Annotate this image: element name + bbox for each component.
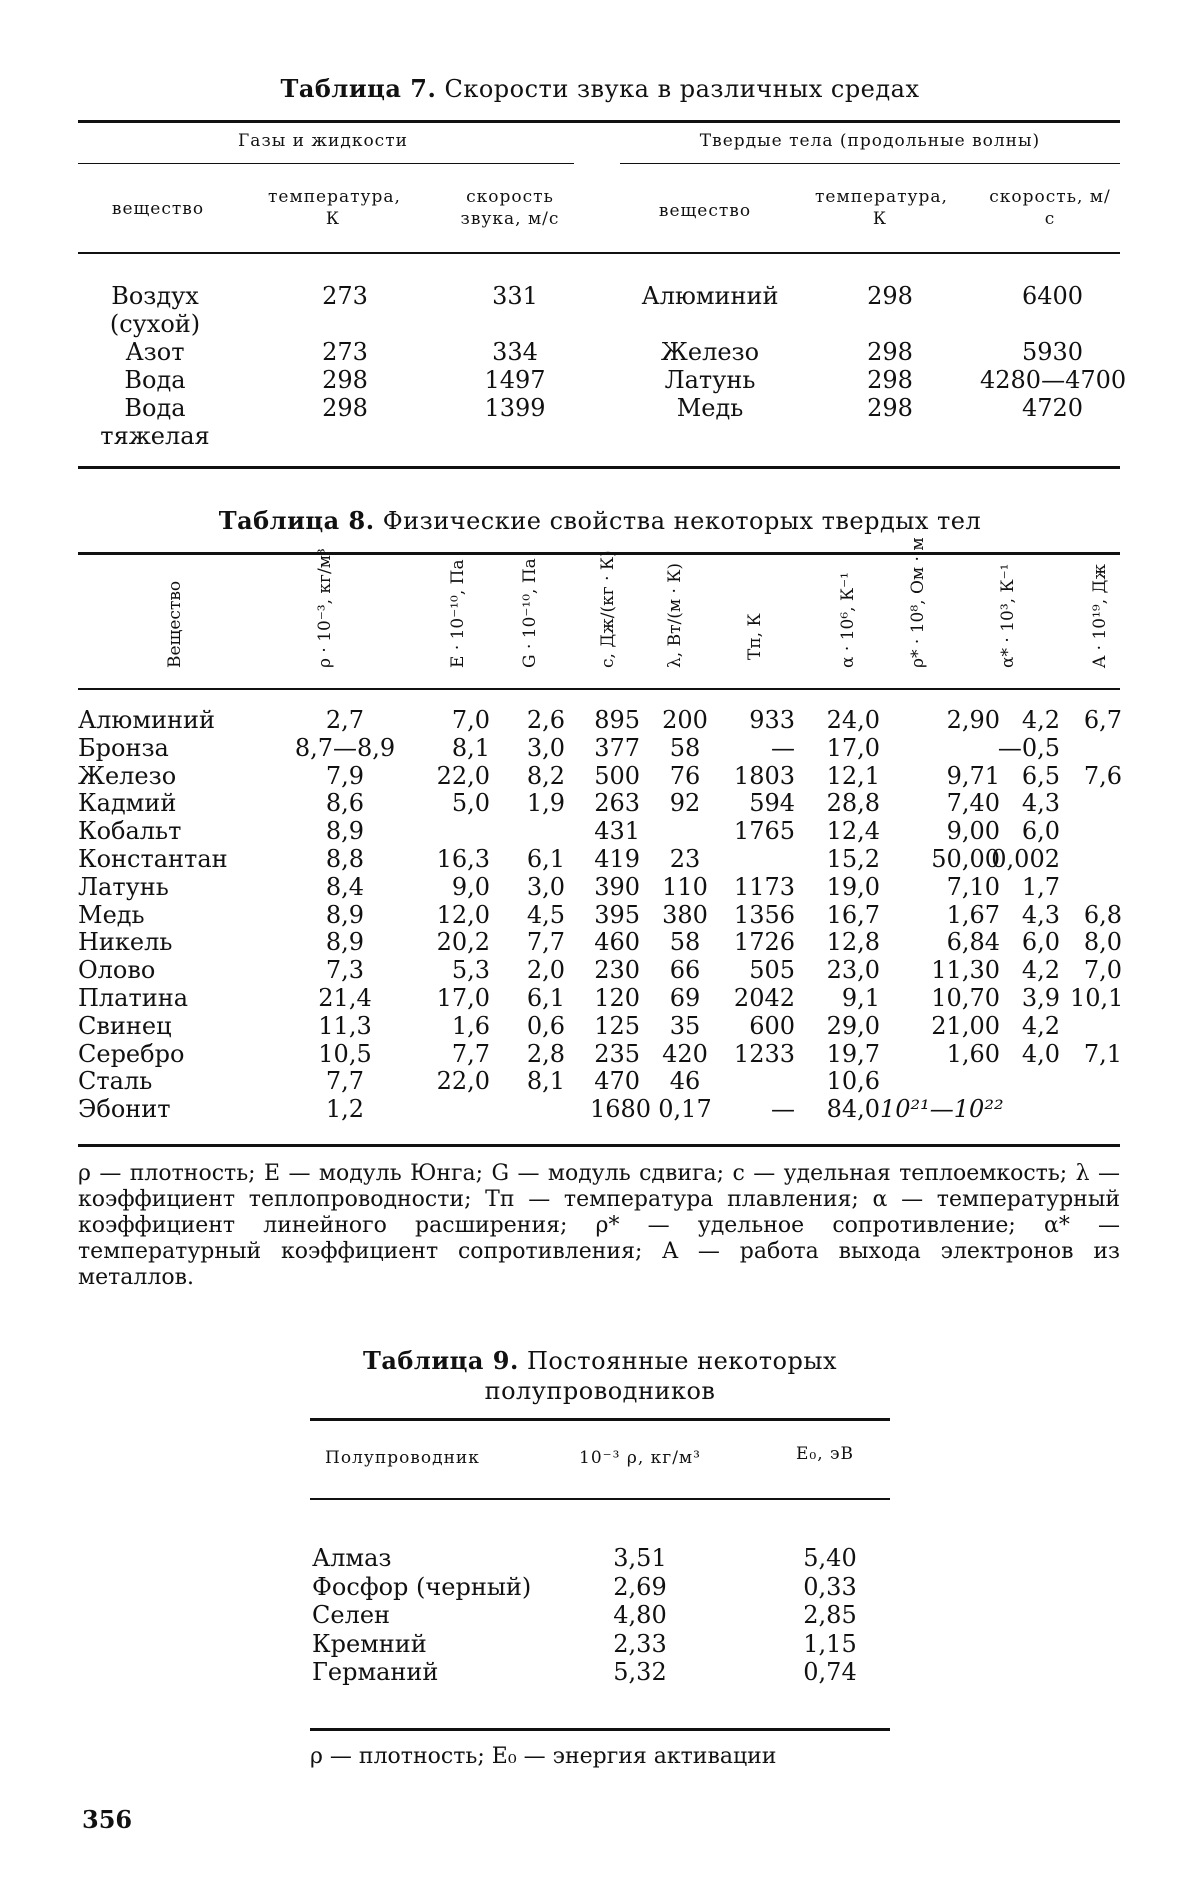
table8-cell-resistivity: 10,70 [931, 984, 1000, 1012]
table8-cell-young-modulus: 22,0 [436, 1067, 490, 1096]
table8-cell-resistivity: 21,00 [931, 1011, 1000, 1040]
table8-header-cell: Tп, К [745, 613, 765, 660]
table8-cell-expansion-coef: 9,1 [841, 984, 880, 1012]
table9-cell-density: 4,80 [613, 1601, 667, 1629]
table8-cell-resistance-coef: 4,0 [1021, 1039, 1060, 1068]
table8-cell-substance: Кадмий [78, 789, 177, 818]
table7-right-name: Алюминий [641, 282, 779, 310]
table8-cell-expansion-coef: 10,6 [826, 1067, 880, 1096]
table9-title-line1: Постоянные некоторых [526, 1347, 837, 1375]
table8-cell-conductivity: 110 [662, 872, 708, 901]
table8-cell-conductivity: 69 [669, 984, 701, 1012]
table8-header-cell: ρ · 10⁻³, кг/м³ [315, 548, 335, 668]
table8-cell-density: 8,8 [325, 845, 365, 873]
table8-cell-young-modulus: 22,0 [436, 761, 490, 790]
table8-cell-resistance-coef: —0,5 [997, 733, 1060, 762]
table7-group-right: Твердые тела (продольные волны) [699, 131, 1041, 151]
table8-cell-resistivity: 6,84 [946, 928, 1000, 957]
table8-cell-density: 1,2 [325, 1095, 365, 1124]
table9-cell-name: Германий [312, 1658, 439, 1686]
table9-cell-name: Фосфор (черный) [312, 1572, 532, 1601]
table8-cell-young-modulus: 7,0 [451, 706, 490, 734]
table7-col-substance-left: вещество [111, 199, 205, 219]
table8-cell-expansion-coef: 15,2 [826, 845, 880, 873]
table8-cell-conductivity: 35 [669, 1011, 701, 1040]
table8-cell-melting-point: 1173 [733, 872, 795, 901]
table8-cell-young-modulus: 8,1 [451, 733, 490, 762]
table8-cell-resistivity: 1,60 [946, 1039, 1000, 1068]
table8-cell-resistivity: 9,00 [946, 817, 1000, 846]
table8-cell-conductivity: 46 [669, 1067, 701, 1096]
table9-cell-energy: 0,74 [803, 1658, 857, 1686]
table7-right-speed: 6400 [1021, 282, 1084, 310]
table7-col-temp-left: температура, К [268, 187, 401, 229]
table8-bottom-rule [78, 1144, 1120, 1147]
table8-cell-conductivity: 23 [669, 845, 701, 873]
table8-cell-density: 8,7—8,9 [294, 733, 396, 762]
table7-group-rule-left [78, 163, 574, 164]
table8-cell-shear-modulus: 8,2 [526, 761, 565, 790]
table8-cell-expansion-coef: 23,0 [826, 956, 880, 985]
table8-header-cell: ρ* · 10⁸, Ом · м [908, 537, 928, 668]
table9-title-label: Таблица 9. [363, 1346, 519, 1375]
table8-cell-density: 10,5 [318, 1039, 372, 1068]
table9-bottom-rule [310, 1728, 890, 1731]
table7-col-speed-right: скорость, м/с [989, 187, 1111, 229]
table8-cell-heat-capacity: 460 [594, 928, 640, 957]
table8-cell-resistance-coef: 4,3 [1021, 789, 1060, 818]
table7-title-text: Скорости звука в различных средах [444, 75, 920, 103]
table8-cell-young-modulus: 12,0 [436, 900, 490, 929]
table8-cell-density: 7,3 [325, 956, 365, 985]
table8-cell-work-function: 6,8 [1083, 900, 1122, 929]
table8-cell-conductivity: 0,17 [658, 1095, 712, 1124]
table8-cell-resistivity: 1,67 [946, 900, 1000, 929]
table7-left-temp: 298 [322, 366, 368, 394]
table8-cell-heat-capacity: 120 [594, 984, 640, 1012]
table8-cell-resistivity: 2,90 [946, 706, 1000, 734]
table8-cell-density: 7,7 [325, 1067, 365, 1096]
table9-note: ρ — плотность; E₀ — энергия активации [310, 1744, 777, 1769]
table8-cell-density: 8,9 [325, 817, 365, 846]
table7-right-name: Железо [660, 338, 760, 366]
table8-cell-substance: Кобальт [78, 817, 182, 846]
table8-cell-melting-point: 1765 [733, 817, 795, 846]
table8-cell-melting-point: — [771, 1095, 795, 1124]
table8-cell-heat-capacity: 895 [594, 706, 640, 734]
table7-col-speed-left: скорость звука, м/с [460, 187, 560, 229]
table8-cell-conductivity: 58 [669, 928, 701, 957]
table8-cell-heat-capacity: 377 [594, 733, 640, 762]
table9-cell-energy: 1,15 [803, 1629, 857, 1658]
table8-cell-shear-modulus: 8,1 [526, 1067, 565, 1096]
table8-cell-substance: Эбонит [78, 1095, 171, 1124]
table8-cell-shear-modulus: 6,1 [526, 845, 565, 873]
table8-cell-substance: Никель [78, 928, 173, 957]
table8-cell-substance: Бронза [78, 733, 169, 762]
table8-header-rule [78, 688, 1120, 690]
table8-cell-heat-capacity: 230 [594, 956, 640, 985]
table8-cell-shear-modulus: 4,5 [526, 900, 565, 929]
table8-title [0, 506, 1200, 535]
table8-cell-shear-modulus: 6,1 [526, 984, 565, 1012]
table9-header-rule [310, 1498, 890, 1500]
table8-cell-young-modulus: 9,0 [451, 872, 490, 901]
table8-cell-melting-point: 1356 [733, 900, 795, 929]
table8-cell-resistivity: 11,30 [931, 956, 1000, 985]
table8-header-cell: α · 10⁶, К⁻¹ [838, 572, 858, 668]
table8-cell-heat-capacity: 395 [594, 900, 640, 929]
table8-cell-melting-point: 600 [749, 1011, 795, 1040]
table8-cell-resistance-coef: 4,2 [1021, 706, 1060, 734]
table8-cell-substance: Алюминий [78, 706, 215, 734]
table8-header-cell: Вещество [165, 580, 185, 668]
table7-right-temp: 298 [867, 394, 913, 422]
table7-left-speed: 1399 [484, 394, 546, 422]
table8-cell-melting-point: 933 [749, 706, 795, 734]
table8-title-label: Таблица 8. [218, 506, 375, 535]
table9-cell-density: 3,51 [613, 1544, 667, 1572]
table8-header-cell: λ, Вт/(м · К) [665, 562, 685, 668]
table8-cell-melting-point: — [771, 733, 795, 762]
table8-cell-resistance-coef: 6,0 [1021, 817, 1060, 846]
table8-cell-substance: Платина [78, 984, 189, 1012]
table8-cell-shear-modulus: 3,0 [526, 872, 565, 901]
table8-cell-shear-modulus: 3,0 [526, 733, 565, 762]
table9-top-rule [310, 1418, 890, 1421]
table8-cell-melting-point: 2042 [733, 984, 795, 1012]
table8-cell-resistance-coef: 4,2 [1021, 956, 1060, 985]
table8-cell-conductivity: 66 [669, 956, 701, 985]
table8-cell-melting-point: 505 [749, 956, 795, 985]
table8-header-cell: α* · 10³, К⁻¹ [998, 563, 1018, 668]
table7-group-left: Газы и жидкости [238, 131, 408, 151]
table8-cell-melting-point: 1233 [733, 1039, 795, 1068]
table8-cell-substance: Серебро [78, 1039, 185, 1068]
table7-col-temp-right: температура, К [815, 187, 948, 229]
table8-cell-conductivity: 92 [669, 789, 701, 818]
table7-header-rule [78, 252, 1120, 254]
table8-cell-resistance-coef: 0,002 [991, 845, 1060, 873]
table8-cell-young-modulus: 16,3 [436, 845, 490, 873]
table8-cell-work-function: 7,0 [1083, 956, 1122, 985]
table9-col-name: Полупроводник [325, 1448, 480, 1468]
table8-cell-heat-capacity: 125 [594, 1011, 640, 1040]
table7-right-speed: 4280—4700 [980, 366, 1127, 394]
table8-cell-resistivity: 7,10 [946, 872, 1000, 901]
table8-cell-conductivity: 200 [662, 706, 708, 734]
table7-left-name: Азот [125, 338, 185, 366]
table9-title-line2: полупроводников [484, 1377, 716, 1405]
table8-cell-substance: Олово [78, 956, 156, 985]
table8-cell-expansion-coef: 19,0 [826, 872, 880, 901]
table8-cell-resistance-coef: 4,2 [1021, 1011, 1060, 1040]
table8-cell-resistance-coef: 6,5 [1021, 761, 1060, 790]
table9-cell-density: 2,33 [613, 1629, 667, 1658]
table8-cell-density: 8,4 [325, 872, 365, 901]
table8-cell-expansion-coef: 17,0 [826, 733, 880, 762]
table8-cell-shear-modulus: 7,7 [526, 928, 565, 957]
table8-cell-melting-point: 594 [749, 789, 795, 818]
table7-group-rule-right [620, 163, 1120, 164]
table8-cell-resistance-coef: 6,0 [1021, 928, 1060, 957]
table9-cell-name: Кремний [312, 1629, 427, 1658]
table8-cell-density: 7,9 [325, 761, 365, 790]
table9-cell-energy: 0,33 [803, 1572, 857, 1601]
table7-top-rule [78, 120, 1120, 123]
table7-right-temp: 298 [867, 338, 913, 366]
table8-cell-expansion-coef: 12,8 [826, 928, 880, 957]
table8-cell-shear-modulus: 2,6 [526, 706, 565, 734]
table9-cell-energy: 2,85 [803, 1601, 857, 1629]
table7-title-label: Таблица 7. [280, 74, 437, 103]
table8-cell-heat-capacity: 419 [594, 845, 640, 873]
table8-cell-resistivity: 50,00 [931, 845, 1000, 873]
table7-left-speed: 334 [492, 338, 538, 366]
table8-cell-expansion-coef: 12,1 [826, 761, 880, 790]
table8-cell-substance: Латунь [78, 872, 169, 901]
table8-cell-expansion-coef: 29,0 [826, 1011, 880, 1040]
table9-title [0, 1346, 1200, 1406]
table8-cell-heat-capacity: 390 [594, 872, 640, 901]
table8-cell-substance: Сталь [78, 1067, 153, 1096]
table7-left-temp: 273 [322, 338, 368, 366]
table8-cell-resistance-coef: 4,3 [1021, 900, 1060, 929]
table8-cell-work-function: 7,1 [1083, 1039, 1122, 1068]
table8-cell-young-modulus: 1,6 [451, 1011, 490, 1040]
table8-cell-substance: Железо [78, 761, 177, 790]
table8-cell-conductivity: 58 [669, 733, 701, 762]
table8-cell-work-function: 7,6 [1083, 761, 1122, 790]
table9-cell-density: 2,69 [613, 1572, 667, 1601]
table8-cell-density: 8,9 [325, 900, 365, 929]
table8-cell-heat-capacity: 263 [594, 789, 640, 818]
table9-col-density: 10⁻³ ρ, кг/м³ [579, 1448, 701, 1468]
table7-right-temp: 298 [867, 366, 913, 394]
table9-cell-density: 5,32 [613, 1658, 667, 1686]
table8-cell-expansion-coef: 84,0 [826, 1095, 880, 1124]
table8-cell-substance: Свинец [78, 1011, 172, 1040]
table8-cell-young-modulus: 7,7 [451, 1039, 490, 1068]
table8-cell-expansion-coef: 19,7 [826, 1039, 880, 1068]
table8-cell-expansion-coef: 24,0 [826, 706, 880, 734]
table8-cell-young-modulus: 17,0 [436, 984, 490, 1012]
table8-cell-conductivity: 380 [662, 900, 708, 929]
table7-right-temp: 298 [867, 282, 913, 310]
table8-cell-resistivity: 9,71 [946, 761, 1000, 790]
table7-left-temp: 273 [322, 282, 368, 310]
table9-col-energy: E₀, эВ [795, 1444, 855, 1464]
table8-cell-heat-capacity: 470 [594, 1067, 640, 1096]
table7-bottom-rule [78, 466, 1120, 469]
table8-header-cell: G · 10⁻¹⁰, Па [520, 558, 540, 668]
table7-right-speed: 5930 [1021, 338, 1084, 366]
table7-left-speed: 331 [492, 282, 538, 310]
table8-cell-resistivity: 7,40 [946, 789, 1000, 818]
table8-cell-work-function: 6,7 [1083, 706, 1122, 734]
table9-cell-name: Селен [312, 1601, 391, 1629]
table8-cell-melting-point: 1726 [733, 928, 795, 957]
table8-cell-conductivity: 420 [662, 1039, 708, 1068]
table7-right-speed: 4720 [1021, 394, 1084, 422]
table8-header-cell: A · 10¹⁹, Дж [1090, 563, 1110, 668]
table7-left-temp: 298 [322, 394, 368, 422]
table7-title [0, 74, 1200, 103]
table7-left-name: Вода [124, 366, 186, 394]
table8-cell-density: 8,9 [325, 928, 365, 957]
table8-cell-density: 11,3 [318, 1011, 372, 1040]
table8-cell-work-function: 10,1 [1070, 984, 1124, 1012]
table7-col-substance-right: вещество [658, 201, 752, 221]
table7-left-name: Воздух (сухой) [109, 282, 201, 338]
table8-cell-resistance-coef: 1,7 [1021, 872, 1060, 901]
table8-cell-heat-capacity: 431 [594, 817, 640, 846]
table8-cell-melting-point: 1803 [733, 761, 795, 790]
table8-cell-resistance-coef: 3,9 [1021, 984, 1060, 1012]
table8-cell-density: 2,7 [325, 706, 365, 734]
table8-cell-work-function: 8,0 [1083, 928, 1122, 957]
table8-cell-shear-modulus: 2,0 [526, 956, 565, 985]
table8-cell-expansion-coef: 16,7 [826, 900, 880, 929]
table8-cell-young-modulus: 5,0 [451, 789, 490, 818]
page-number: 356 [82, 1805, 133, 1834]
table9-cell-energy: 5,40 [803, 1544, 857, 1572]
table7-right-name: Медь [676, 394, 744, 422]
table8-cell-shear-modulus: 1,9 [526, 789, 565, 818]
table8-cell-heat-capacity: 500 [594, 761, 640, 790]
table8-cell-substance: Константан [78, 845, 228, 873]
table8-cell-heat-capacity: 1680 [590, 1095, 652, 1124]
table8-cell-heat-capacity: 235 [594, 1039, 640, 1068]
table8-header-cell: E · 10⁻¹⁰, Па [448, 559, 468, 668]
table8-note: ρ — плотность; E — модуль Юнга; G — модуль сдвига; c — удельная теплоемкость; λ — коэффициент теплопроводности; Tп — температура плавления; α — температурный коэффициент линейного расширения; ρ* — удельное сопротивление; α* — температурный коэффициент сопротивления; A — работа выхода электронов из металлов. [78, 1161, 1120, 1290]
table8-cell-conductivity: 76 [669, 761, 701, 790]
table7-left-name: Вода тяжелая [100, 394, 210, 450]
table8-cell-expansion-coef: 12,4 [826, 817, 880, 846]
table8-cell-resistivity: 10²¹—10²² [880, 1095, 1004, 1124]
table8-cell-density: 21,4 [318, 984, 372, 1012]
table8-header-cell: c, Дж/(кг · К) [598, 550, 618, 668]
table8-cell-shear-modulus: 2,8 [526, 1039, 565, 1068]
table8-title-text: Физические свойства некоторых твердых тел [382, 507, 982, 535]
table8-cell-shear-modulus: 0,6 [526, 1011, 565, 1040]
table8-cell-density: 8,6 [325, 789, 365, 818]
table7-left-speed: 1497 [484, 366, 546, 394]
table9-cell-name: Алмаз [312, 1544, 392, 1572]
table8-cell-young-modulus: 5,3 [451, 956, 490, 985]
table8-cell-expansion-coef: 28,8 [826, 789, 880, 818]
table7-right-name: Латунь [664, 366, 756, 394]
table8-cell-substance: Медь [78, 900, 145, 929]
table8-cell-young-modulus: 20,2 [436, 928, 490, 957]
